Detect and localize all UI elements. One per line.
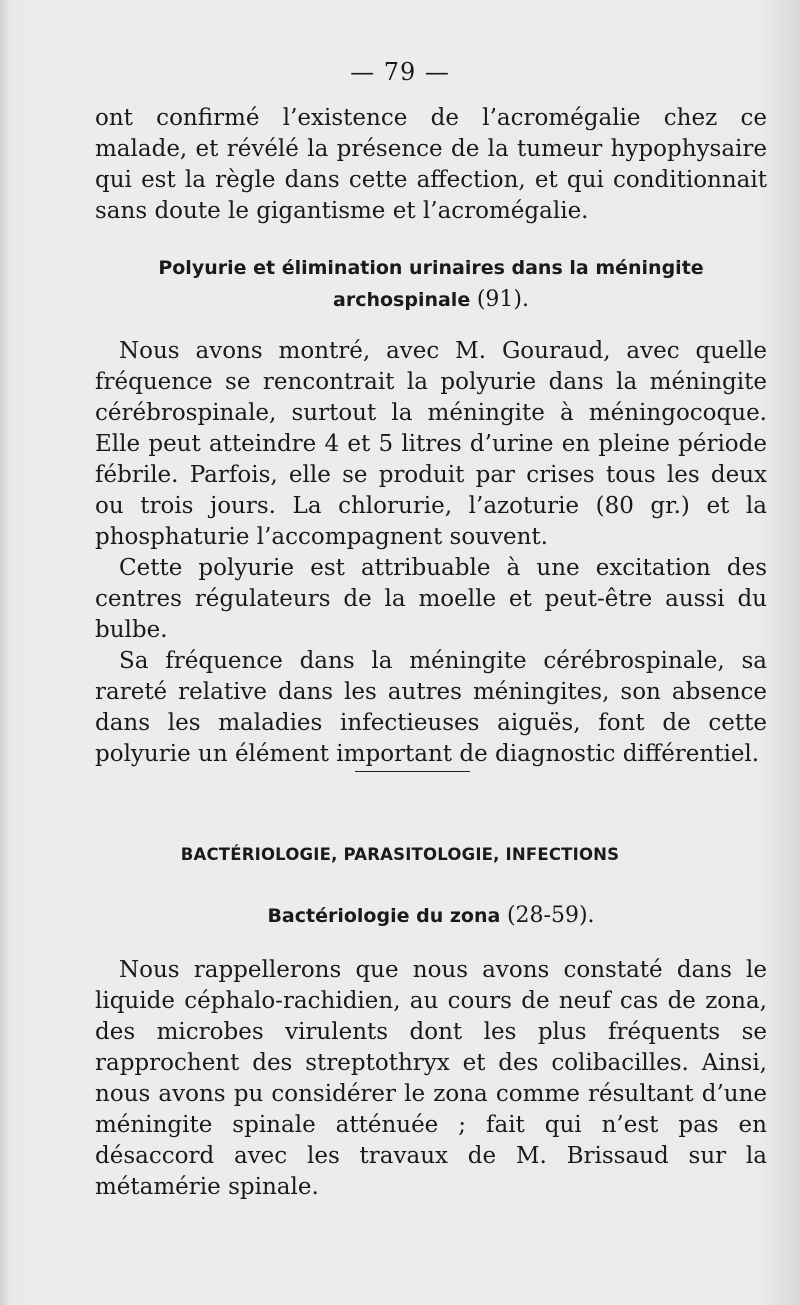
section-zona [95, 900, 767, 932]
paragraph: Nous avons montré, avec M. Gouraud, avec quelle fréquence se rencontrait la polyurie dans la méningite cérébrospinale, surtout la méningite à méningocoque. Elle peut atteindre 4 et 5 litres d’urine en pleine période fébrile. Parfois, elle se produit par crises tous les deux ou trois jours. La chlorurie, l’azoturie (80 gr.) et la phosphaturie l’accompagnent souvent. [95, 338, 767, 550]
section-heading-text: Bactériologie du zona [267, 905, 501, 927]
section-heading-polyurie [95, 252, 767, 316]
page-number: — 79 — [350, 58, 450, 86]
paragraph: Cette polyurie est attribuable à une excitation des centres régulateurs de la moelle et peut-être aussi du bulbe. [95, 555, 767, 643]
section-heading-reference: (91). [476, 287, 529, 312]
section-divider [355, 771, 470, 772]
section-heading-text: Polyurie et élimination urinaires dans la méningite archospinale [158, 257, 704, 311]
section-zona-body [95, 955, 767, 1203]
chapter-title: BACTÉRIOLOGIE, PARASITOLOGIE, INFECTIONS [180, 845, 620, 864]
paragraph: Nous rappellerons que nous avons constaté dans le liquide céphalo-rachidien, au cours de neuf cas de zona, des microbes virulents dont les plus fréquents se rapprochent des streptothryx et des colibacilles. Ainsi, nous avons pu considérer le zona comme résultant d’une méningite spinale atténuée ; fait qui n’est pas en désaccord avec les travaux de M. Brissaud sur la métamérie spinale. [95, 957, 767, 1200]
paragraph: Sa fréquence dans la méningite cérébrospinale, sa rareté relative dans les autres méningites, son absence dans les maladies infectieuses aiguës, font de cette polyurie un élément important de diagnostic différentiel. [95, 648, 767, 767]
section-heading-reference: (28-59). [506, 903, 595, 928]
intro-paragraph: ont confirmé l’existence de l’acromégalie chez ce malade, et révélé la présence de la tumeur hypophysaire qui est la règle dans cette affection, et qui conditionnait sans doute le gigantisme et l’acromégalie. [95, 105, 767, 224]
section-polyurie-body [95, 336, 767, 770]
intro-paragraph-block [95, 103, 767, 227]
section-heading-zona [95, 900, 767, 932]
section-polyurie [95, 252, 767, 316]
